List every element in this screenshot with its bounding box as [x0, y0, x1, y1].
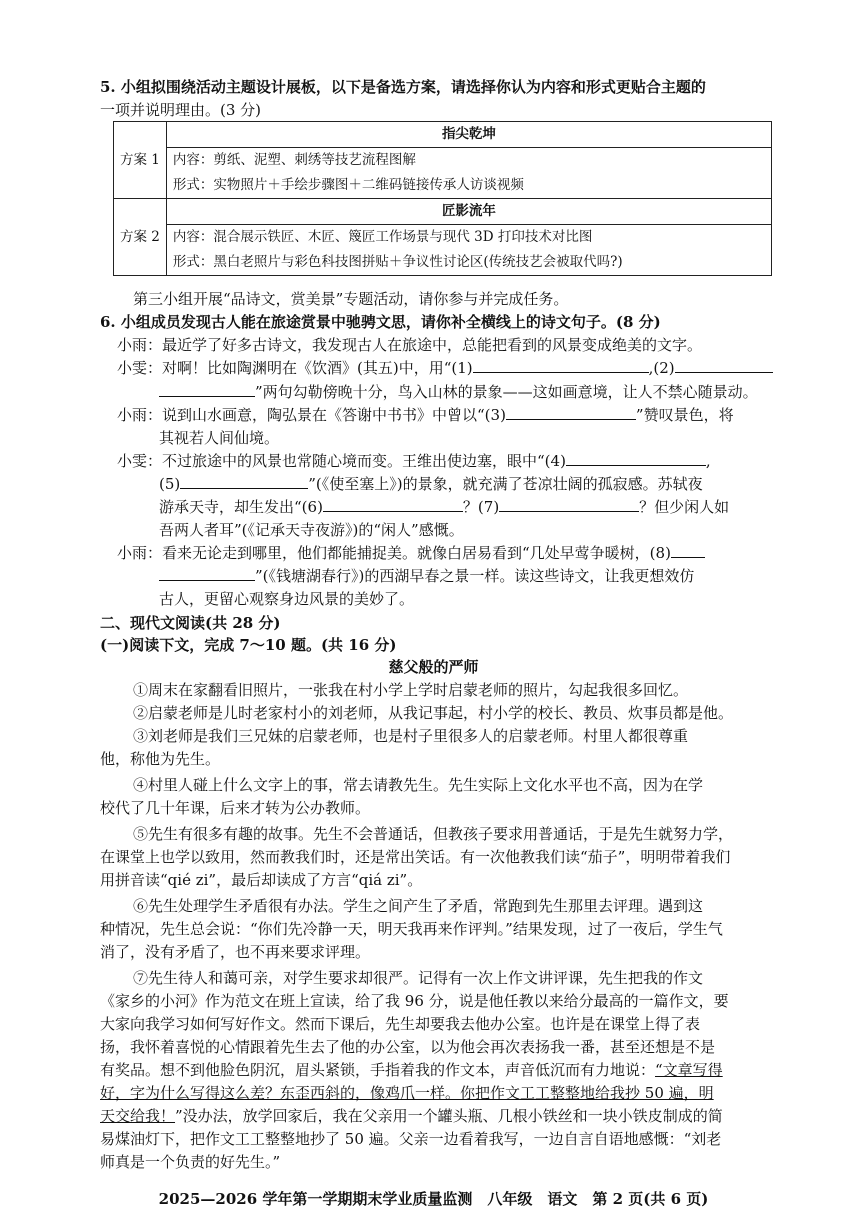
- essay-p1: ①周末在家翻看旧照片，一张我在村小学上学时启蒙老师的照片，勾起我很多回忆。: [133, 681, 689, 699]
- essay-title: 慈父般的严师: [388, 658, 479, 676]
- essay-p6c: 消了，没有矛盾了，也不再来要求评理。: [100, 943, 371, 961]
- essay-p4a: ④村里人碰上什么文字上的事，常去请教先生。先生实际上文化水平也不高，因为在学: [133, 776, 704, 794]
- dialog-line-2: 小雯：对啊！比如陶渊明在《饮酒》(其五)中，用“(1) ,(2): [117, 356, 867, 380]
- blank-4[interactable]: [566, 449, 706, 466]
- blank-3[interactable]: [506, 403, 636, 420]
- dialog-line-10: 小雨：看来无论走到哪里，他们都能捕捉美。就像白居易看到“几处早莺争暖树，(8): [117, 541, 867, 565]
- plan1-title: 指尖乾坤: [166, 122, 771, 148]
- essay-p7b: 《家乡的小河》作为范文在班上宣读，给了我 96 分，说是他任教以来给分最高的一篇作文，要: [100, 992, 729, 1010]
- blank-7[interactable]: [499, 495, 639, 512]
- essay-p3a: ③刘老师是我们三兄妹的启蒙老师，也是村子里很多人的启蒙老师。村里人都很尊重: [133, 727, 689, 745]
- dialog-line-11: ”(《钱塘湖春行》)的西湖早春之景一样。读这些诗文，让我更想效仿: [159, 564, 867, 588]
- essay-p4b: 校代了几十年课，后来才转为公办教师。: [100, 799, 371, 817]
- essay-p7c: 大家向我学习如何写好作文。然而下课后，先生却要我去他办公室。也许是在课堂上得了表: [100, 1015, 701, 1033]
- blank-6[interactable]: [323, 495, 463, 512]
- part-1-heading: (一)阅读下文，完成 7～10 题。(共 16 分): [100, 636, 397, 654]
- q5-prompt-line1: 5. 小组拟围绕活动主题设计展板，以下是备选方案，请选择你认为内容和形式更贴合主题的: [100, 78, 706, 96]
- section-2-heading: 二、现代文阅读(共 28 分): [100, 614, 281, 632]
- plan2-title: 匠影流年: [166, 199, 771, 225]
- plan1-form: 形式：实物照片＋手绘步骤图＋二维码链接传承人访谈视频: [166, 173, 771, 199]
- dialog-line-7: (5) ”(《使至塞上》)的景象，就充满了苍凉壮阔的孤寂感。苏轼夜: [159, 472, 867, 496]
- dialog-line-12: 古人，更留心观察身边风景的美妙了。: [159, 590, 415, 608]
- underlined-quote-start: “文章写得: [655, 1061, 723, 1079]
- dialog-line-3: ”两句勾勒傍晚十分，鸟入山林的景象——这如画意境，让人不禁心随景动。: [159, 380, 867, 404]
- essay-p6a: ⑥先生处理学生矛盾很有办法。学生之间产生了矛盾，常跑到先生那里去评理。遇到这: [133, 897, 704, 915]
- dialog-line-6: 小雯：不过旅途中的风景也常随心境而变。王维出使边塞，眼中“(4) ,: [117, 449, 867, 473]
- essay-p5a: ⑤先生有很多有趣的故事。先生不会普通话，但教孩子要求用普通话，于是先生就努力学，: [133, 825, 734, 843]
- essay-p5c: 用拼音读“qié zi”，最后却读成了方言“qiá zi”。: [100, 871, 423, 889]
- blank-2b[interactable]: [159, 380, 255, 397]
- essay-p7e: 有奖品。想不到他脸色阴沉，眉头紧锁，手指着我的作文本，声音低沉而有力地说：“文章写得: [100, 1061, 723, 1079]
- q5-prompt-line2: 一项并说明理由。(3 分): [100, 101, 262, 119]
- page-footer: 2025—2026 学年第一学期期末学业质量监测 八年级 语文 第 2 页(共 6 页): [158, 1190, 709, 1208]
- essay-p7g: 天交给我！”没办法，放学回家后，我在父亲用一个罐头瓶、几根小铁丝和一块小铁皮制成的简: [100, 1107, 723, 1125]
- dialog-line-1: 小雨：最近学了好多古诗文，我发现古人在旅途中，总能把看到的风景变成绝美的文字。: [117, 336, 703, 354]
- scheme-table: [113, 121, 772, 276]
- plan1-content: 内容：剪纸、泥塑、刺绣等技艺流程图解: [166, 148, 771, 174]
- blank-8b[interactable]: [159, 564, 255, 581]
- dialog-line-9: 吾两人者耳”(《记承天寺夜游》)的“闲人”感慨。: [159, 521, 464, 539]
- dialog-line-8: 游承天寺，却生发出“(6) ？(7) ？但少闲人如: [159, 495, 867, 519]
- plan2-form: 形式：黑白老照片与彩色科技图拼贴＋争议性讨论区(传统技艺会被取代吗?): [166, 250, 771, 276]
- essay-p2: ②启蒙老师是儿时老家村小的刘老师，从我记事起，村小学的校长、教员、炊事员都是他。: [133, 704, 734, 722]
- essay-p3b: 他，称他为先生。: [100, 750, 221, 768]
- essay-p7f-underlined: 好，字为什么写得这么差？东歪西斜的，像鸡爪一样。你把作文工工整整地给我抄 50 遍，明: [100, 1084, 714, 1102]
- essay-p7h: 易煤油灯下，把作文工工整整地抄了 50 遍。父亲一边看着我写，一边自言自语地感慨：“刘老: [100, 1130, 722, 1148]
- plan2-label: 方案 2: [114, 199, 167, 276]
- essay-p7i: 师真是一个负责的好先生。”: [100, 1153, 281, 1171]
- plan2-content: 内容：混合展示铁匠、木匠、篾匠工作场景与现代 3D 打印技术对比图: [166, 225, 771, 251]
- blank-1[interactable]: [473, 356, 649, 373]
- blank-8a[interactable]: [671, 541, 705, 558]
- essay-p7a: ⑦先生待人和蔼可亲，对学生要求却很严。记得有一次上作文讲评课，先生把我的作文: [133, 969, 704, 987]
- group3-intro: 第三小组开展“品诗文，赏美景”专题活动，请你参与并完成任务。: [133, 290, 569, 308]
- q6-prompt: 6. 小组成员发现古人能在旅途赏景中驰骋文思，请你补全横线上的诗文句子。(8 分): [100, 313, 661, 331]
- blank-2a[interactable]: [675, 356, 773, 373]
- dialog-line-5: 其视若人间仙境。: [159, 429, 280, 447]
- essay-p5b: 在课堂上也学以致用，然而教我们时，还是常出笑话。有一次他教我们读“茄子”，明明带着我们: [100, 848, 731, 866]
- essay-p6b: 种情况，先生总会说：“你们先冷静一天，明天我再来作评判。”结果发现，过了一夜后，学生气: [100, 920, 723, 938]
- underlined-quote-end: 天交给我！: [100, 1107, 176, 1125]
- essay-p7d: 扬，我怀着喜悦的心情跟着先生去了他的办公室，以为他会再次表扬我一番，甚至还想是不是: [100, 1038, 716, 1056]
- blank-5[interactable]: [180, 472, 308, 489]
- dialog-line-4: 小雨：说到山水画意，陶弘景在《答谢中书书》中曾以“(3) ”赞叹景色，将: [117, 403, 867, 427]
- plan1-label: 方案 1: [114, 122, 167, 199]
- scheme-table-wrap: [113, 121, 772, 276]
